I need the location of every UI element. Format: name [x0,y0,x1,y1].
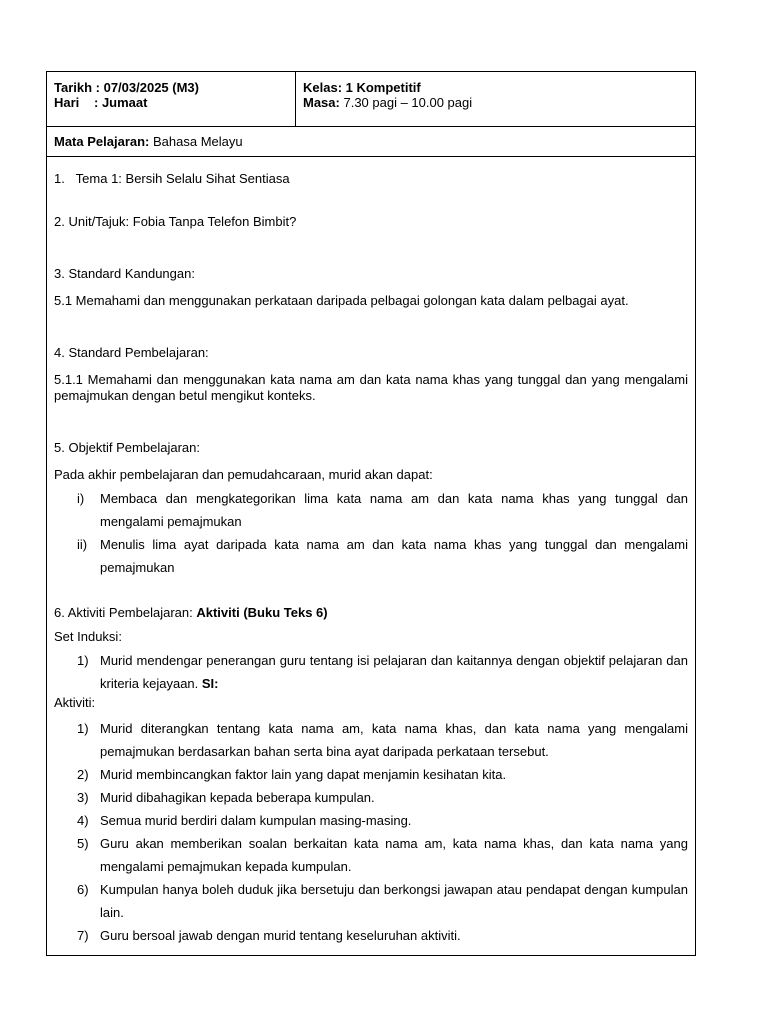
list-item: 1) Murid mendengar penerangan guru tentang isi pelajaran dan kaitannya dengan objektif pelajaran dan kriteria kejayaan. SI: [77,653,688,691]
date-cell [47,72,296,126]
objectives-list [54,487,688,579]
list-item: 7) Guru bersoal jawab dengan murid tentang keseluruhan aktiviti. [77,928,461,943]
masa-label: Masa: [303,95,340,110]
hari-value: : Jumaat [94,95,148,110]
standard-kandungan-text: 5.1 Memahami dan menggunakan perkataan daripada pelbagai golongan kata dalam pelbagai ayat. [54,293,629,308]
masa-line [303,95,688,110]
class-cell [296,72,695,126]
list-item: 1) Murid diterangkan tentang kata nama am, kata nama khas, dan kata nama yang mengalami pemajmukan berdasarkan bahan serta bina ayat daripada perkataan tersebut. [77,721,688,759]
tarikh-label: Tarikh : 07/03/2025 (M3) [54,80,199,95]
aktiviti-label: Aktiviti: [54,695,96,710]
hari-line [54,95,288,110]
objektif-intro: Pada akhir pembelajaran dan pemudahcaraan, murid akan dapat: [54,467,433,482]
standard-pembelajaran-text: 5.1.1 Memahami dan menggunakan kata nama am dan kata nama khas yang tunggal dan yang mengalami pemajmukan dengan betul mengikut konteks. [54,372,688,403]
induksi-list [54,649,688,695]
hari-label: Hari [54,95,80,110]
lesson-plan-document [46,71,696,956]
kelas-label: Kelas: 1 Kompetitif [303,80,421,95]
set-induksi-label: Set Induksi: [54,629,122,644]
objektif-title: 5. Objektif Pembelajaran: [54,440,200,455]
list-item: 6) Kumpulan hanya boleh duduk jika bersetuju dan berkongsi jawapan atau pendapat dengan kumpulan lain. [77,882,688,920]
header-row [47,72,695,127]
standard-pembelajaran-title: 4. Standard Pembelajaran: [54,345,209,360]
list-item: 3) Murid dibahagikan kepada beberapa kumpulan. [77,790,375,805]
tema-line: 1. Tema 1: Bersih Selalu Sihat Sentiasa [54,171,290,186]
subject-row [47,127,695,157]
list-item: 2) Murid membincangkan faktor lain yang dapat menjamin kesihatan kita. [77,767,507,782]
list-item: ii) Menulis lima ayat daripada kata nama am dan kata nama khas yang tunggal dan mengalami pemajmukan [77,537,688,575]
list-item: 5) Guru akan memberikan soalan berkaitan kata nama am, kata nama khas, dan kata nama yang mengalami pemajmukan kepada kumpulan. [77,836,688,874]
subject-value: Bahasa Melayu [149,134,243,149]
subject-label: Mata Pelajaran: [54,134,150,149]
content-row [47,157,695,955]
subject-cell [47,127,695,156]
aktiviti-title: 6. Aktiviti Pembelajaran: Aktiviti (Buku Teks 6) [54,605,328,620]
standard-kandungan-title: 3. Standard Kandungan: [54,266,195,281]
list-item: i) Membaca dan mengkategorikan lima kata nama am dan kata nama khas yang tunggal dan mengalami pemajmukan [77,491,688,529]
list-item: 4) Semua murid berdiri dalam kumpulan masing-masing. [77,813,412,828]
unit-line: 2. Unit/Tajuk: Fobia Tanpa Telefon Bimbit? [54,214,297,229]
activities-list [54,717,688,947]
masa-value: 7.30 pagi – 10.00 pagi [339,95,473,110]
content-cell [47,157,695,955]
